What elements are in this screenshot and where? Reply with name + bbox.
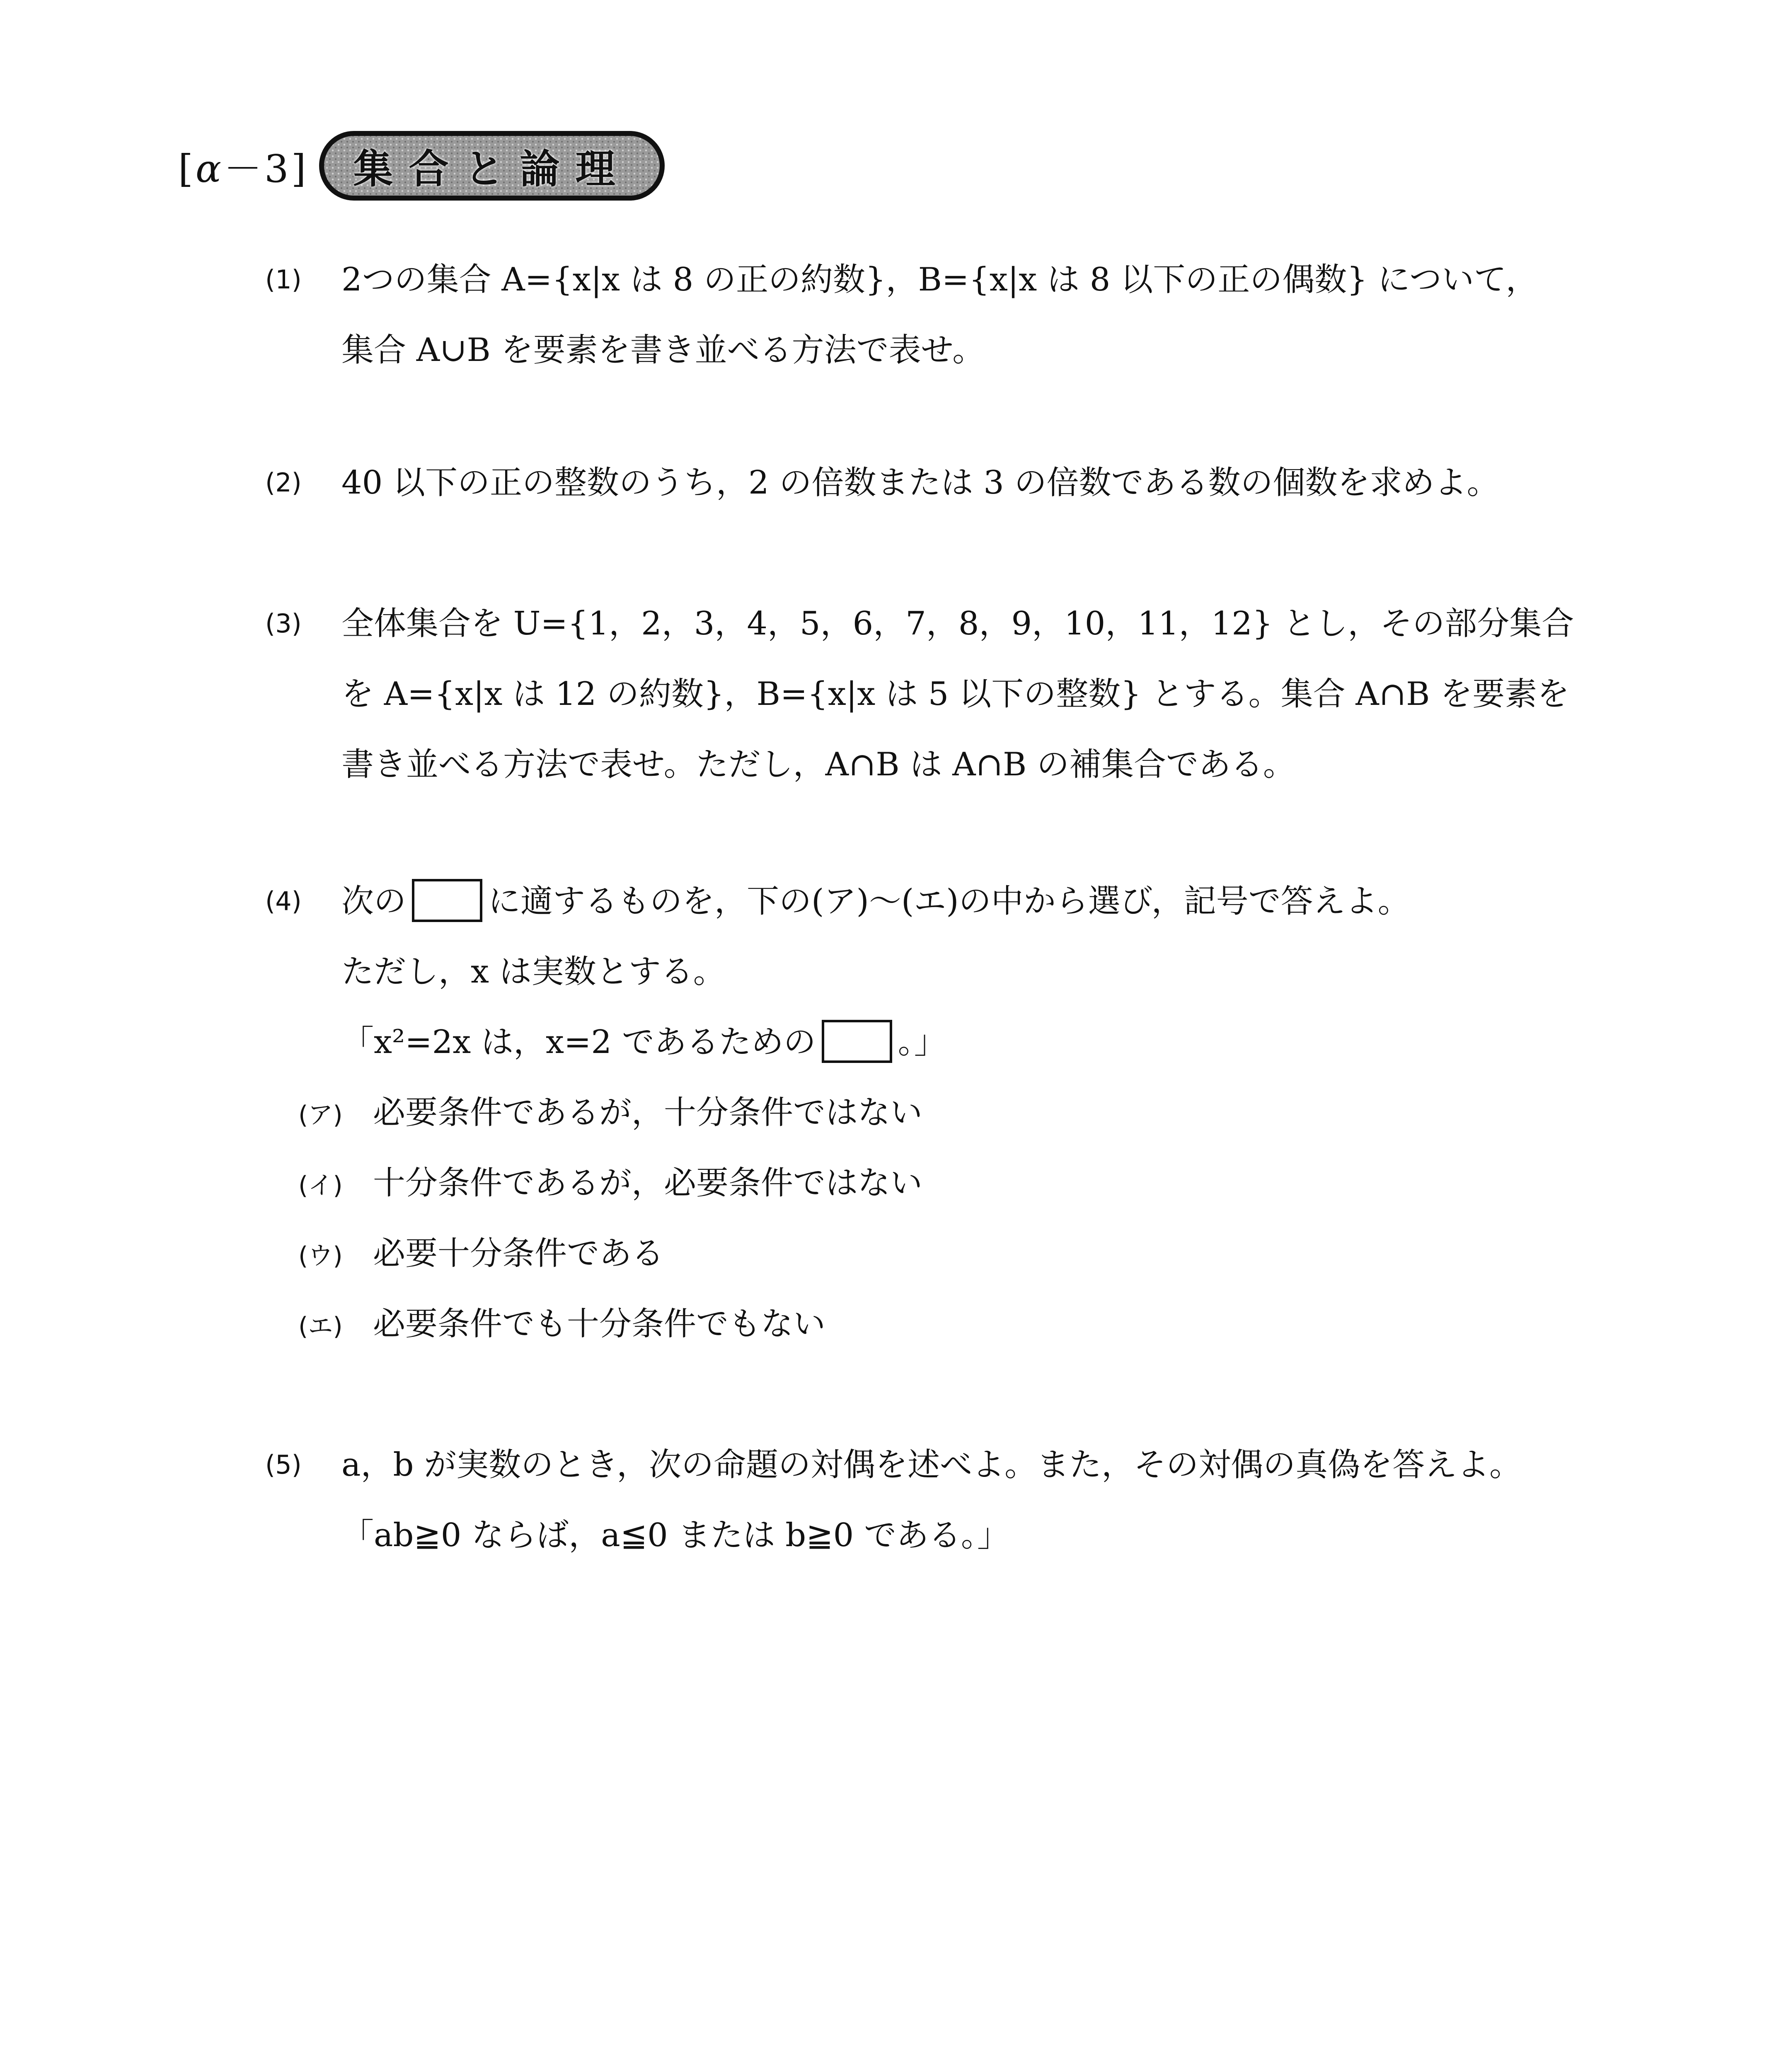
section-title: 集合と論理: [353, 145, 631, 192]
choice-label: (エ): [298, 1312, 343, 1341]
problem-3: [265, 588, 1674, 800]
problem-text-line: を A={x|x は 12 の約数}，B={x|x は 5 以下の整数} とする。集合 A∩B を要素を: [341, 675, 1570, 713]
problem-number: (2): [265, 467, 302, 498]
problem-text-line: [341, 866, 1674, 937]
section-label-open: [: [178, 147, 196, 191]
problem-2: [265, 448, 1674, 518]
problem-text-line: a，b が実数のとき，次の命題の対偶を述べよ。また，その対偶の真偽を答えよ。: [341, 1446, 1522, 1484]
problem-number: (3): [265, 608, 302, 639]
problem-text-line: ただし，x は実数とする。: [341, 953, 726, 990]
choice-text: 必要十分条件である: [373, 1235, 664, 1272]
answer-blank-box: [822, 1020, 892, 1063]
problem-number: (4): [265, 886, 302, 916]
section-title-badge: [319, 131, 665, 201]
choice-b: [298, 1148, 922, 1221]
section-label-alpha: α: [195, 147, 224, 191]
problem-number: (1): [265, 264, 302, 295]
problem-text-line: 書き並べる方法で表せ。ただし，A∩B は A∩B の補集合である。: [341, 746, 1296, 783]
problem-text: 「x²=2x は，x=2 であるための: [341, 1024, 816, 1061]
problem-number: (5): [265, 1450, 302, 1480]
choice-text: 必要条件であるが，十分条件ではない: [373, 1094, 923, 1131]
problem-text-line: 集合 A∪B を要素を書き並べる方法で表せ。: [341, 332, 985, 369]
choice-c: [298, 1218, 664, 1291]
problem-1: [265, 244, 1674, 385]
problem-text-line: [341, 1007, 1674, 1077]
problem-text: に適するものを，下の(ア)～(エ)の中から選び，記号で答えよ。: [488, 883, 1410, 920]
answer-blank-box: [412, 879, 482, 922]
problem-text-line: 2つの集合 A={x|x は 8 の正の約数}，B={x|x は 8 以下の正の偶数} について，: [341, 261, 1538, 298]
section-header: [178, 124, 665, 207]
problem-text-line: 全体集合を U={1，2，3，4，5，6，7，8，9，10，11，12} とし，その部分集合: [341, 605, 1574, 642]
problem-text: 次の: [341, 883, 407, 920]
choice-a: [298, 1077, 922, 1150]
choice-label: (イ): [298, 1171, 343, 1200]
choice-text: 十分条件であるが，必要条件ではない: [373, 1164, 923, 1202]
choice-d: [298, 1289, 825, 1362]
problem-text-line: 「ab≧0 ならば，a≦0 または b≧0 である。」: [341, 1517, 1009, 1554]
choice-label: (ア): [298, 1101, 343, 1130]
problem-4: [265, 866, 1674, 1077]
problem-text-line: 40 以下の正の整数のうち，2 の倍数または 3 の倍数である数の個数を求めよ。: [341, 464, 1499, 501]
section-label: [178, 138, 308, 193]
problem-text: 。」: [898, 1024, 946, 1061]
choice-text: 必要条件でも十分条件でもない: [373, 1305, 826, 1343]
choice-label: (ウ): [298, 1242, 343, 1271]
problem-5: [265, 1430, 1674, 1571]
section-label-rest: －3]: [224, 147, 309, 191]
